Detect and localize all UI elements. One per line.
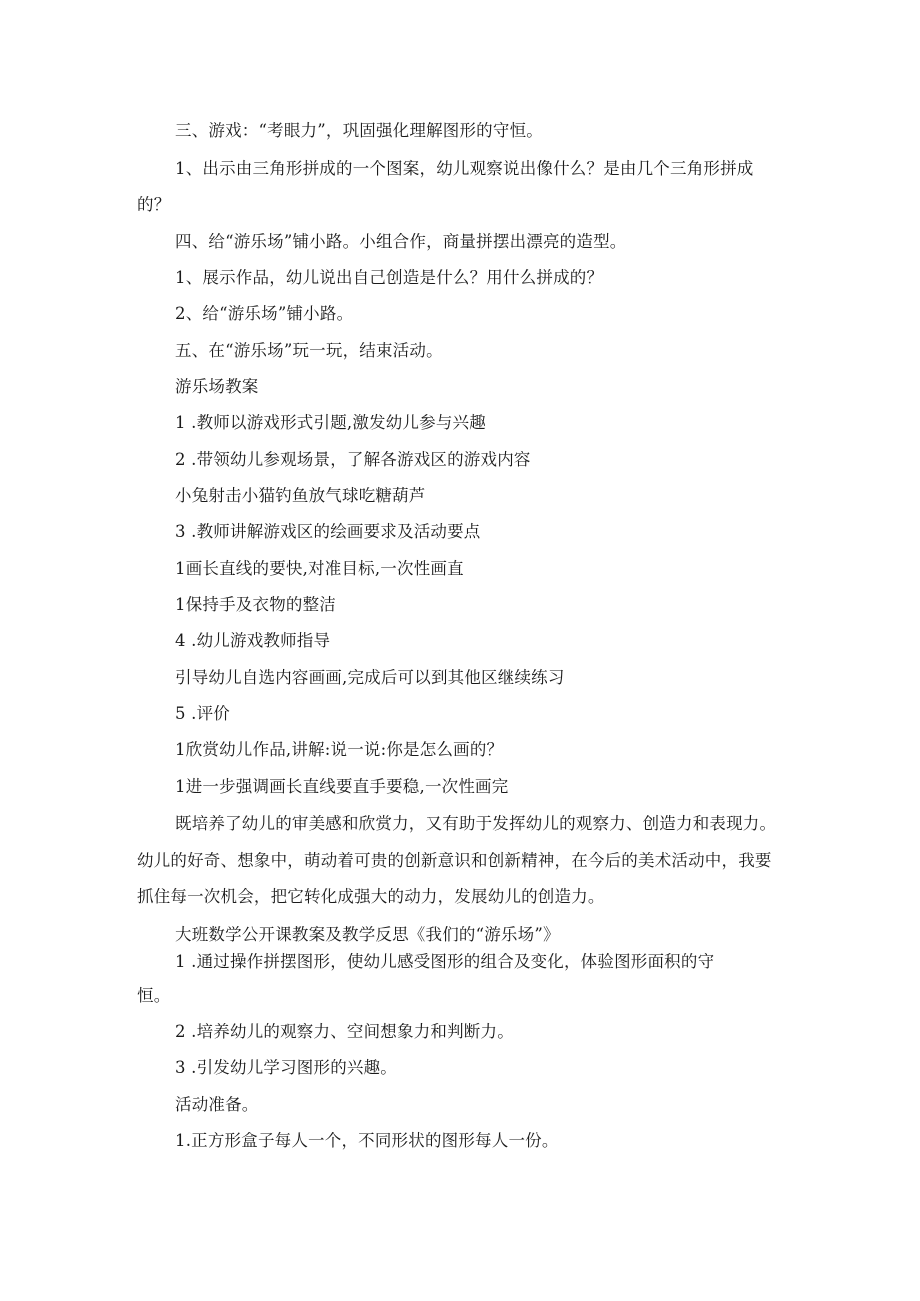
text-line: 4 .幼儿游戏教师指导	[175, 631, 331, 650]
text-line: 1画长直线的要快,对准目标,一次性画直	[175, 559, 464, 578]
text-line: 3 .引发幼儿学习图形的兴趣。	[175, 1058, 397, 1077]
text-line: 1保持手及衣物的整洁	[175, 595, 336, 614]
text-line: 1 .教师以游戏形式引题,激发幼儿参与兴趣	[175, 413, 486, 432]
text-line: 五、在“游乐场”玩一玩，结束活动。	[175, 341, 443, 360]
text-line: 1进一步强调画长直线要直手要稳,一次性画完	[175, 777, 509, 796]
text-line: 2、给“游乐场”铺小路。	[175, 304, 354, 323]
text-line: 2 .带领幼儿参观场景，了解各游戏区的游戏内容	[175, 450, 531, 469]
text-line: 三、游戏：“考眼力”，巩固强化理解图形的守恒。	[175, 121, 543, 140]
text-line: 活动准备。	[175, 1095, 259, 1114]
text-line: 2 .培养幼儿的观察力、空间想象力和判断力。	[175, 1022, 514, 1041]
text-line: 5 .评价	[175, 704, 230, 723]
text-line: 游乐场教案	[175, 377, 259, 396]
text-line: 1.正方形盒子每人一个，不同形状的图形每人一份。	[175, 1131, 559, 1150]
text-line: 的？	[137, 195, 171, 214]
text-line: 1 .通过操作拼摆图形，使幼儿感受图形的组合及变化，体验图形面积的守	[175, 952, 715, 971]
text-line: 1、展示作品，幼儿说出自己创造是什么？用什么拼成的？	[175, 268, 604, 287]
text-line: 大班数学公开课教案及教学反思《我们的“游乐场”》	[175, 925, 560, 944]
text-line: 引导幼儿自选内容画画,完成后可以到其他区继续练习	[175, 668, 565, 687]
text-line: 恒。	[137, 986, 171, 1005]
text-line: 抓住每一次机会，把它转化成强大的动力，发展幼儿的创造力。	[137, 887, 605, 906]
text-line: 3 .教师讲解游戏区的绘画要求及活动要点	[175, 522, 481, 541]
text-line: 幼儿的好奇、想象中，萌动着可贵的创新意识和创新精神，在今后的美术活动中，我要	[137, 851, 772, 870]
text-line: 1欣赏幼儿作品,讲解:说一说:你是怎么画的？	[175, 740, 504, 759]
text-line: 既培养了幼儿的审美感和欣赏力，又有助于发挥幼儿的观察力、创造力和表现力。	[175, 814, 777, 833]
text-line: 小兔射击小猫钓鱼放气球吃糖葫芦	[175, 486, 426, 505]
text-line: 四、给“游乐场”铺小路。小组合作，商量拼摆出漂亮的造型。	[175, 232, 627, 251]
text-line: 1、出示由三角形拼成的一个图案，幼儿观察说出像什么？是由几个三角形拼成	[175, 159, 754, 178]
